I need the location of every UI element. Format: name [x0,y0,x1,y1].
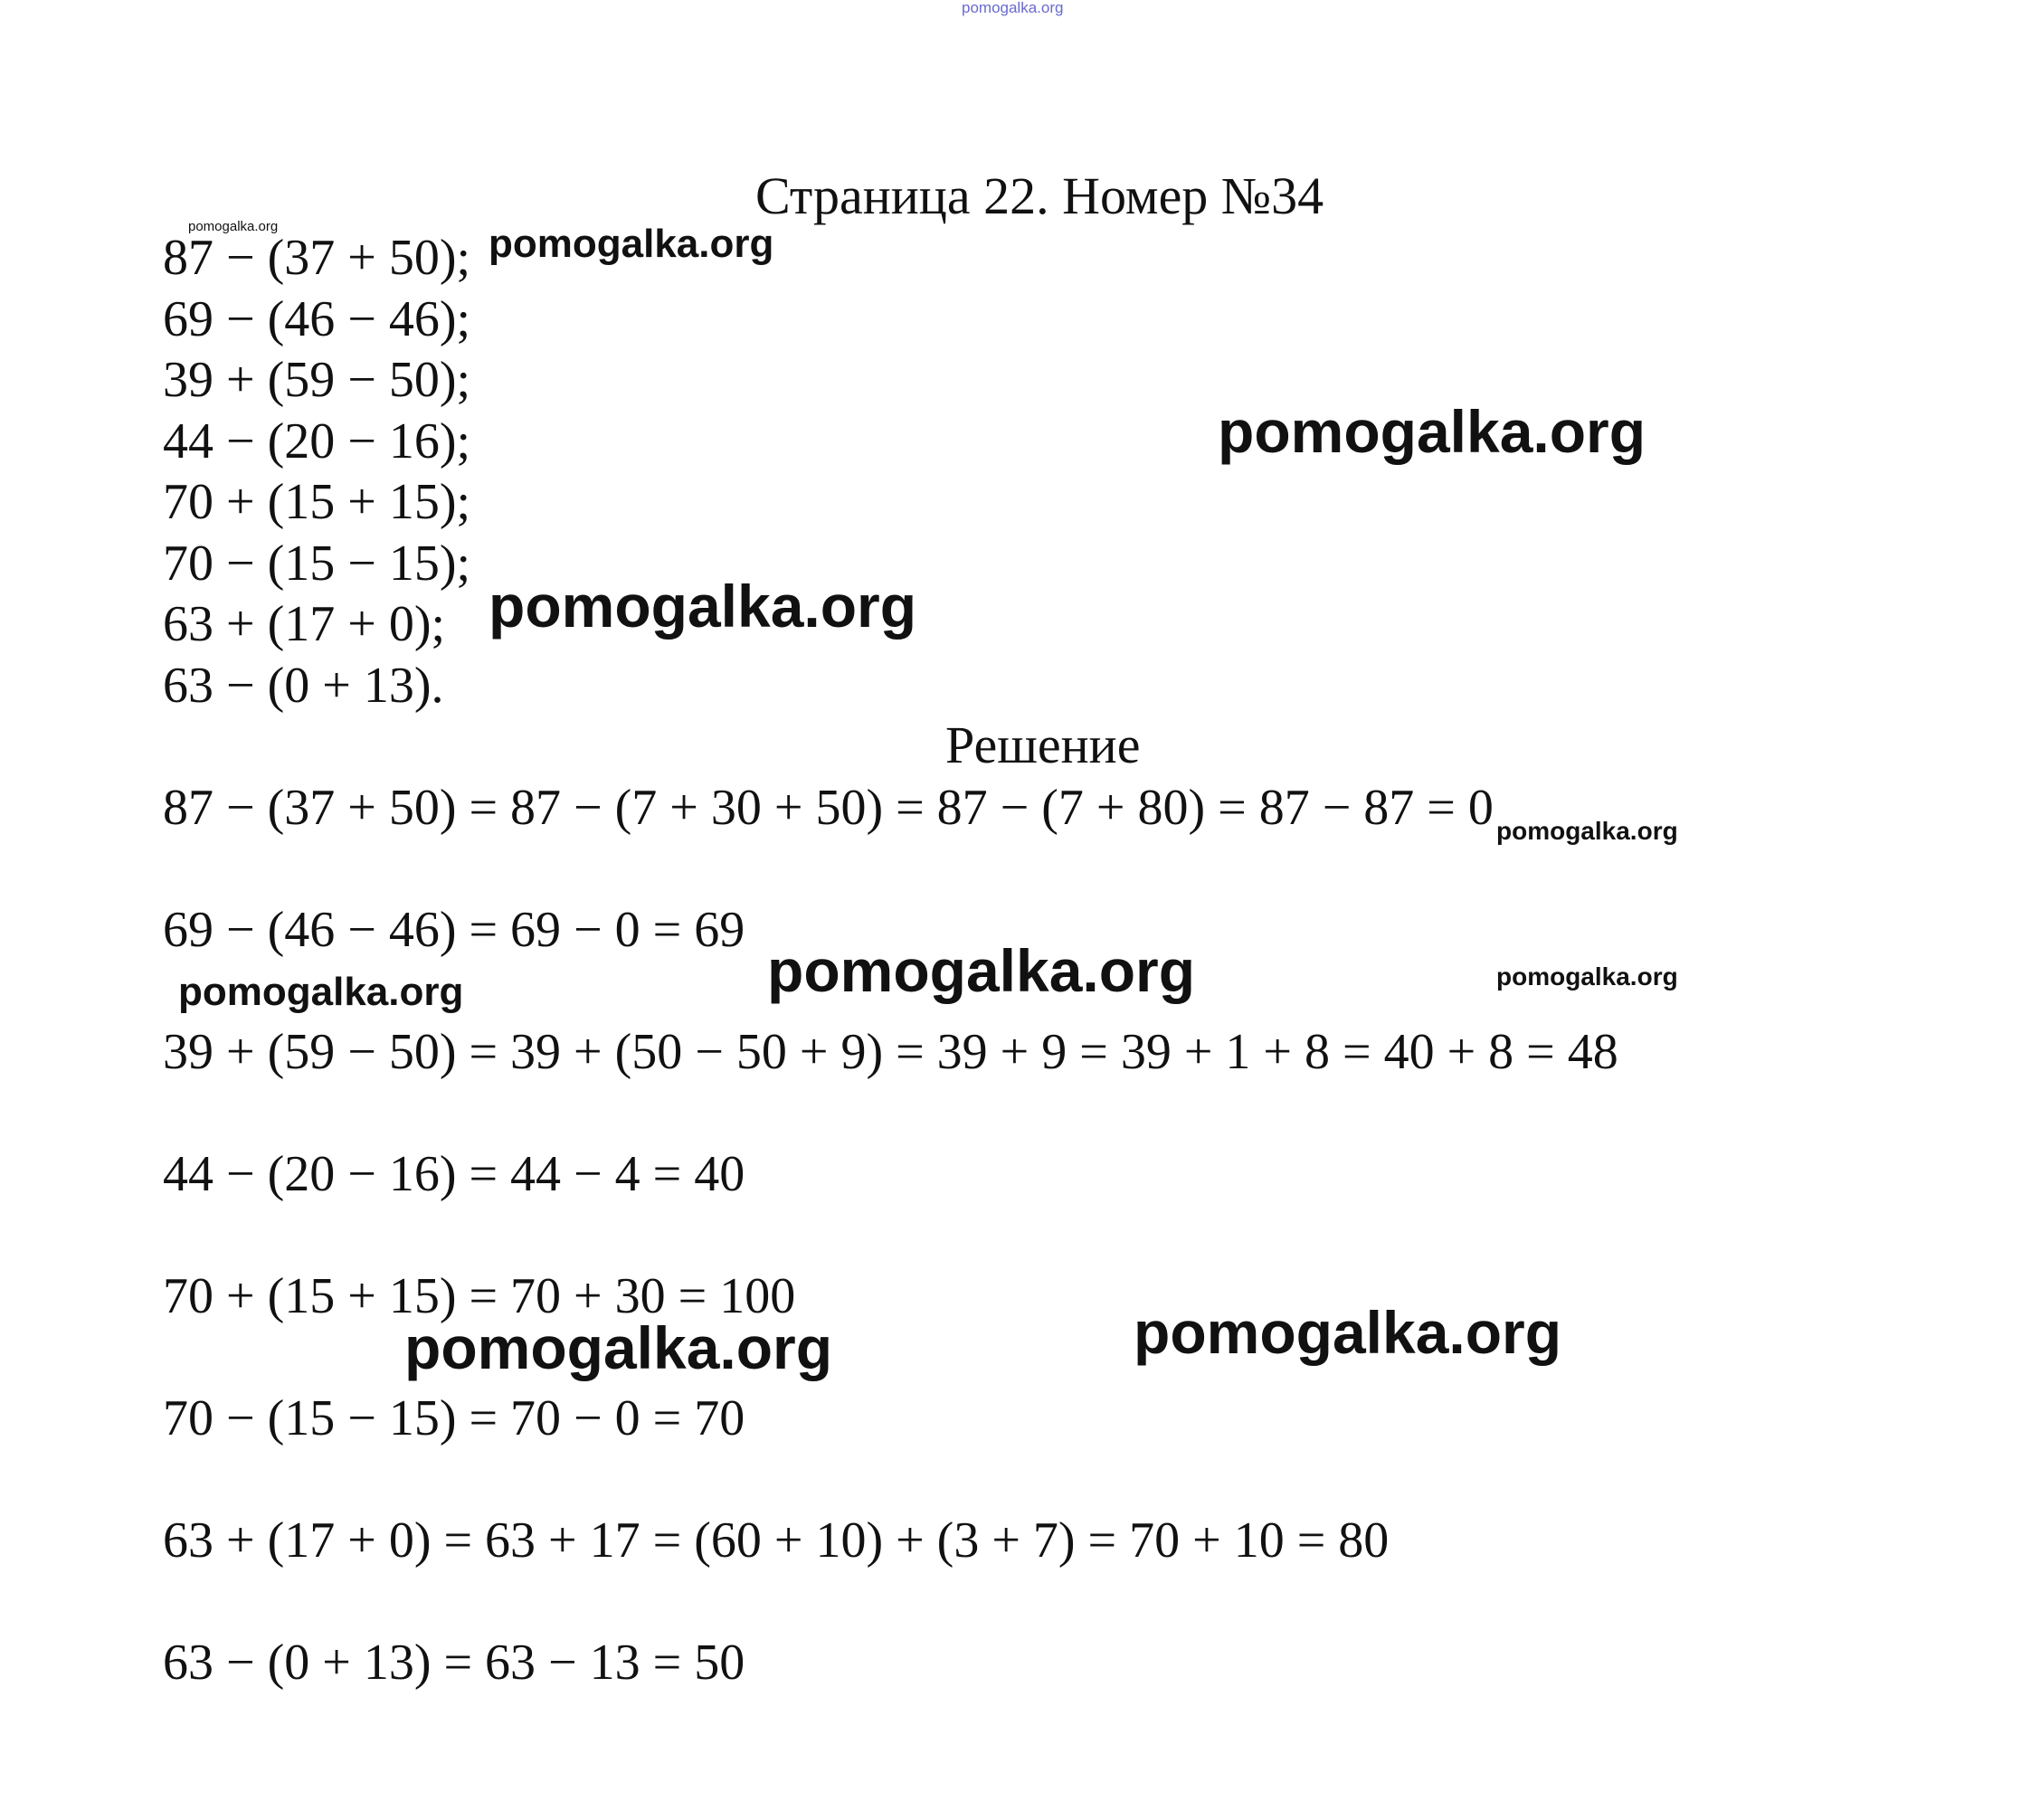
task-line: 70 − (15 − 15); [163,536,471,592]
solution-line: 70 + (15 + 15) = 70 + 30 = 100 [163,1268,796,1324]
solution-line: 44 − (20 − 16) = 44 − 4 = 40 [163,1146,745,1202]
watermark: pomogalka.org [489,222,774,266]
task-line: 69 − (46 − 46); [163,291,471,347]
task-line: 63 − (0 + 13). [163,658,444,714]
watermark: pomogalka.org [1496,962,1678,991]
watermark-top: pomogalka.org [962,0,1064,16]
watermark: pomogalka.org [1134,1299,1562,1366]
solution-line: 63 + (17 + 0) = 63 + 17 = (60 + 10) + (3 + 7) = 70 + 10 = 80 [163,1512,1390,1569]
watermark: pomogalka.org [404,1314,833,1381]
task-line: 39 + (59 − 50); [163,352,471,408]
task-line: 44 − (20 − 16); [163,413,471,469]
watermark: pomogalka.org [188,219,279,234]
watermark: pomogalka.org [178,970,464,1014]
watermark: pomogalka.org [767,937,1196,1004]
task-line: 63 + (17 + 0); [163,596,446,652]
task-line: 87 − (37 + 50); [163,230,471,286]
watermark: pomogalka.org [1496,817,1678,845]
solution-line: 87 − (37 + 50) = 87 − (7 + 30 + 50) = 87 − (7 + 80) = 87 − 87 = 0 [163,780,1494,836]
page-title: Страница 22. Номер №34 [755,166,1324,225]
solution-line: 69 − (46 − 46) = 69 − 0 = 69 [163,902,745,958]
solution-line: 70 − (15 − 15) = 70 − 0 = 70 [163,1390,745,1446]
task-line: 70 + (15 + 15); [163,474,471,530]
watermark: pomogalka.org [489,573,917,640]
solution-line: 39 + (59 − 50) = 39 + (50 − 50 + 9) = 39 + 9 = 39 + 1 + 8 = 40 + 8 = 48 [163,1024,1618,1080]
solution-heading: Решение [945,716,1141,774]
solution-line: 63 − (0 + 13) = 63 − 13 = 50 [163,1635,745,1691]
watermark: pomogalka.org [1218,398,1646,465]
